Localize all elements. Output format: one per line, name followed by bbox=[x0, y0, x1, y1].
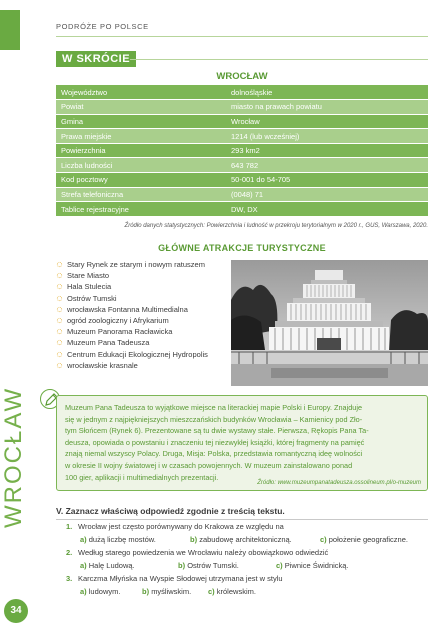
sun-bullet-icon bbox=[56, 328, 63, 335]
section-badge: W SKRÓCIE bbox=[56, 51, 136, 67]
table-value: (0048) 71 bbox=[226, 187, 428, 202]
question-text: Karczma Młyńska na Wyspie Słodowej utrzymana jest w stylu bbox=[78, 574, 283, 583]
table-value: 50-001 do 54-705 bbox=[226, 173, 428, 188]
option-text: ludowym. bbox=[88, 587, 121, 596]
list-item: Hala Stulecia bbox=[56, 281, 231, 292]
info-text-line: znają niemal wszyscy Polacy. Druga, Misja: Polska, przedstawia romantyczną ideę wolności bbox=[65, 449, 363, 459]
answer-option[interactable] bbox=[178, 561, 239, 570]
option-text: zabudowę architektoniczną. bbox=[199, 535, 292, 544]
table-row bbox=[56, 129, 428, 144]
running-header: PODRÓŻE PO POLSCE bbox=[56, 22, 149, 31]
table-value: Wrocław bbox=[226, 114, 428, 129]
task-title: V. Zaznacz właściwą odpowiedź zgodnie z treścią tekstu. bbox=[56, 506, 285, 516]
option-letter: a) bbox=[80, 535, 87, 544]
option-text: położenie geograficzne. bbox=[328, 535, 408, 544]
table-source-note: Źródło danych statystycznych: Powierzchnia i ludność w przekroju terytorialnym w 2020 r., GUS, Warszawa, 2020. bbox=[124, 223, 428, 229]
list-item: ogród zoologiczny i Afrykarium bbox=[56, 315, 231, 326]
table-value: 643 782 bbox=[226, 158, 428, 173]
table-row bbox=[56, 173, 428, 188]
sun-bullet-icon bbox=[56, 306, 63, 313]
table-value: dolnośląskie bbox=[226, 85, 428, 100]
sun-bullet-icon bbox=[56, 272, 63, 279]
answer-option[interactable] bbox=[208, 587, 256, 596]
list-item: Stary Rynek ze starym i nowym ratuszem bbox=[56, 259, 231, 270]
table-row bbox=[56, 114, 428, 129]
answer-option[interactable] bbox=[190, 535, 292, 544]
answer-option[interactable] bbox=[276, 561, 349, 570]
option-text: Halę Ludową. bbox=[88, 561, 135, 570]
museum-info-box bbox=[56, 395, 428, 491]
option-text: Ostrów Tumski. bbox=[187, 561, 239, 570]
table-key: Tablice rejestracyjne bbox=[56, 202, 226, 217]
question-text: Wrocław jest często porównywany do Krakowa ze względu na bbox=[78, 522, 284, 531]
list-item: wrocławskie krasnale bbox=[56, 360, 231, 371]
option-text: Piwnice Świdnicką. bbox=[284, 561, 349, 570]
answer-option[interactable] bbox=[80, 587, 120, 596]
sun-bullet-icon bbox=[56, 362, 63, 369]
sun-bullet-icon bbox=[56, 295, 63, 302]
option-letter: c) bbox=[276, 561, 283, 570]
table-key: Województwo bbox=[56, 85, 226, 100]
list-item: Ostrów Tumski bbox=[56, 293, 231, 304]
table-row bbox=[56, 85, 428, 100]
table-key: Powierzchnia bbox=[56, 143, 226, 158]
sun-bullet-icon bbox=[56, 339, 63, 346]
header-divider bbox=[56, 36, 428, 37]
sun-bullet-icon bbox=[56, 317, 63, 324]
table-value: DW, DX bbox=[226, 202, 428, 217]
answer-option[interactable] bbox=[80, 561, 135, 570]
list-item: Muzeum Panorama Racławicka bbox=[56, 326, 231, 337]
info-source-note: Źródło: www.muzeumpanatadeusza.ossolineum.pl/o-muzeum bbox=[257, 480, 421, 486]
sun-bullet-icon bbox=[56, 351, 63, 358]
question-number: 2. bbox=[66, 548, 73, 557]
question-number: 3. bbox=[66, 574, 73, 583]
table-key: Strefa telefoniczna bbox=[56, 187, 226, 202]
option-letter: b) bbox=[190, 535, 198, 544]
table-row bbox=[56, 158, 428, 173]
answer-option[interactable] bbox=[320, 535, 408, 544]
table-key: Powiat bbox=[56, 100, 226, 115]
info-text-line: się w jednym z najpiękniejszych mieszczańskich budynków Wrocławia – Kamienicy pod Zło- bbox=[65, 414, 363, 424]
option-text: dużą liczbę mostów. bbox=[88, 535, 156, 544]
info-text-line: tym Słońcem (Rynek 6). Prezentowane są tu dwie wystawy stałe. Pierwsza, Rękopis Pana Ta- bbox=[65, 426, 369, 436]
list-item: Stare Miasto bbox=[56, 270, 231, 281]
question-1 bbox=[66, 522, 284, 531]
list-item: Centrum Edukacji Ekologicznej Hydropolis bbox=[56, 349, 231, 360]
header-accent-tab bbox=[0, 10, 20, 50]
question-text: Według starego powiedzenia we Wrocławiu należy obowiązkowo odwiedzić bbox=[78, 548, 329, 557]
city-title: WROCŁAW bbox=[216, 71, 268, 82]
table-value: 1214 (lub wcześniej) bbox=[226, 129, 428, 144]
building-photo bbox=[231, 260, 428, 386]
option-letter: b) bbox=[178, 561, 186, 570]
table-key: Liczba ludności bbox=[56, 158, 226, 173]
option-text: myśliwskim. bbox=[151, 587, 192, 596]
info-text-line: w okresie II wojny światowej i w czasach powojennych. W muzeum zainstalowano ponad bbox=[65, 460, 353, 470]
info-text-line: deusza, opowiada o powstaniu i znaczeniu tej niezwykłej książki, której fragmenty na pamięć bbox=[65, 437, 365, 447]
question-2 bbox=[66, 548, 328, 557]
option-letter: c) bbox=[320, 535, 327, 544]
question-number: 1. bbox=[66, 522, 73, 531]
city-info-table bbox=[56, 85, 428, 217]
list-item: Muzeum Pana Tadeusza bbox=[56, 337, 231, 348]
table-value: 293 km2 bbox=[226, 143, 428, 158]
answer-option[interactable] bbox=[142, 587, 191, 596]
info-text-line: Muzeum Pana Tadeusza to wyjątkowe miejsce na literackiej mapie Polski i Europy. Znajduje bbox=[65, 403, 363, 412]
option-letter: b) bbox=[142, 587, 150, 596]
table-row bbox=[56, 143, 428, 158]
table-value: miasto na prawach powiatu bbox=[226, 100, 428, 115]
info-text-line: 100 gier, aplikacji i multimedialnych prezentacji. bbox=[65, 472, 219, 482]
option-letter: c) bbox=[208, 587, 215, 596]
table-key: Gmina bbox=[56, 114, 226, 129]
sun-bullet-icon bbox=[56, 283, 63, 290]
option-text: królewskim. bbox=[216, 587, 256, 596]
table-key: Prawa miejskie bbox=[56, 129, 226, 144]
side-city-label: WROCŁAW bbox=[0, 386, 27, 528]
table-row bbox=[56, 187, 428, 202]
answer-option[interactable] bbox=[80, 535, 156, 544]
section-divider bbox=[130, 59, 428, 60]
task-divider bbox=[56, 519, 428, 520]
hall-photo-image bbox=[231, 260, 428, 386]
list-item: wrocławska Fontanna Multimedialna bbox=[56, 304, 231, 315]
attractions-title: GŁÓWNE ATRAKCJE TURYSTYCZNE bbox=[158, 243, 326, 253]
option-letter: a) bbox=[80, 587, 87, 596]
option-letter: a) bbox=[80, 561, 87, 570]
sun-bullet-icon bbox=[56, 261, 63, 268]
question-3 bbox=[66, 574, 283, 583]
table-row bbox=[56, 100, 428, 115]
table-row bbox=[56, 202, 428, 217]
attractions-list bbox=[56, 259, 231, 371]
page-number: 34 bbox=[4, 599, 28, 623]
table-key: Kod pocztowy bbox=[56, 173, 226, 188]
